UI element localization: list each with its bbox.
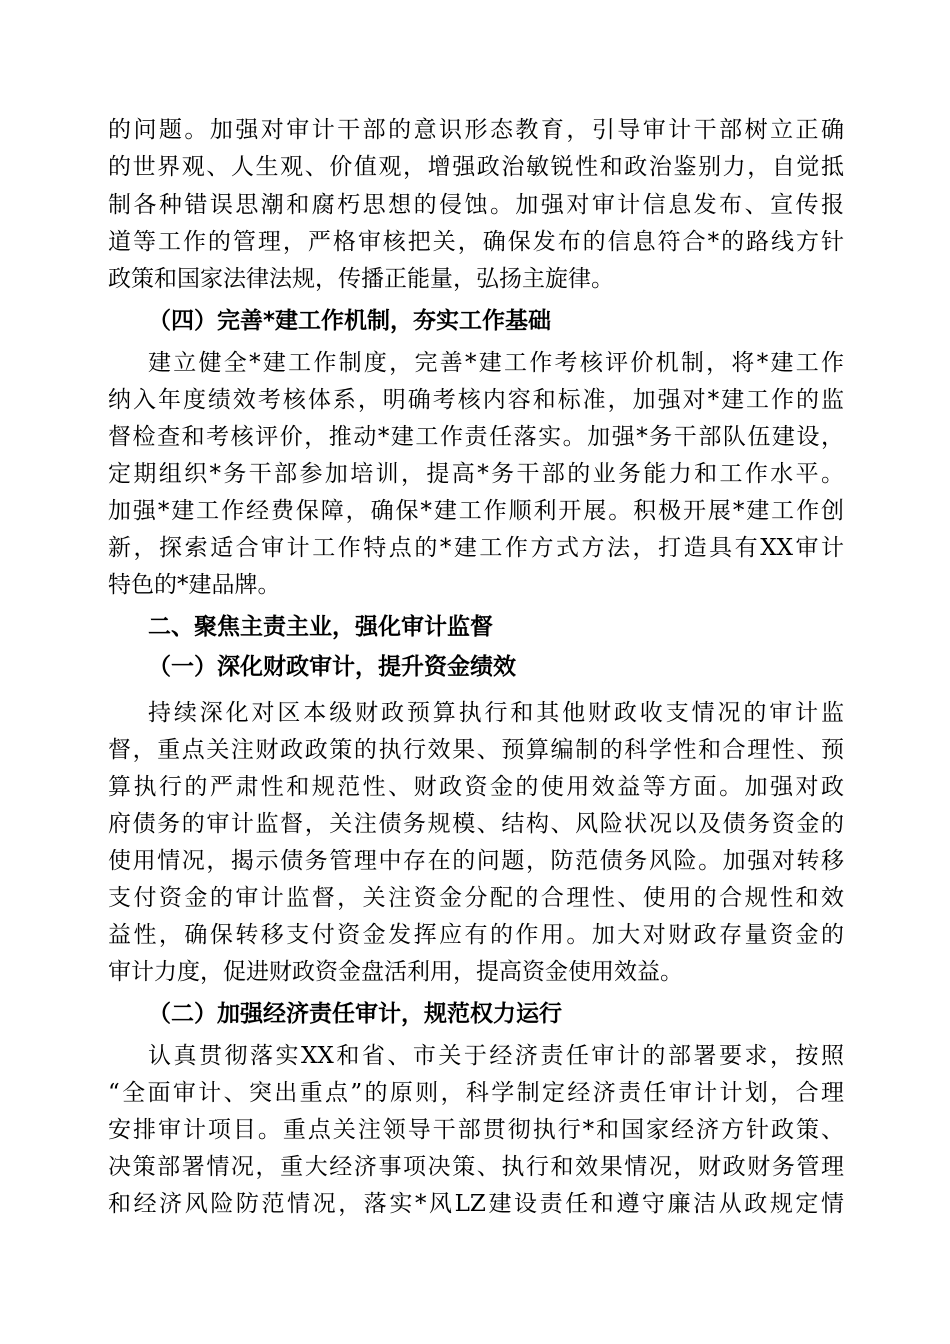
paragraph-line: 算执行的严肃性和规范性、财政资金的使用效益等方面。加强对政 (108, 774, 844, 800)
paragraph-line: 使用情况，揭示债务管理中存在的问题，防范债务风险。加强对转移 (108, 848, 844, 874)
paragraph-line: 加强*建工作经费保障，确保*建工作顺利开展。积极开展*建工作创 (108, 498, 844, 524)
paragraph-line: 新，探索适合审计工作特点的*建工作方式方法，打造具有XX审计 (108, 535, 844, 561)
paragraph-line: 道等工作的管理，严格审核把关，确保发布的信息符合*的路线方针 (108, 229, 844, 255)
paragraph-line: 督检查和考核评价，推动*建工作责任落实。加强*务干部队伍建设， (108, 424, 844, 450)
subsection-heading: （四）完善*建工作机制，夯实工作基础 (148, 308, 552, 334)
paragraph-line: 府债务的审计监督，关注债务规模、结构、风险状况以及债务资金的 (108, 811, 844, 837)
paragraph-line: 纳入年度绩效考核体系，明确考核内容和标准，加强对*建工作的监 (108, 387, 844, 413)
paragraph-line: 益性，确保转移支付资金发挥应有的作用。加大对财政存量资金的 (108, 922, 844, 948)
paragraph-line: 安排审计项目。重点关注领导干部贯彻执行*和国家经济方针政策、 (108, 1117, 844, 1143)
paragraph-line: 支付资金的审计监督，关注资金分配的合理性、使用的合规性和效 (108, 885, 844, 911)
paragraph-line: 督，重点关注财政政策的执行效果、预算编制的科学性和合理性、预 (108, 737, 844, 763)
paragraph-line: 和经济风险防范情况，落实*风LZ建设责任和遵守廉洁从政规定情 (108, 1191, 844, 1217)
subsection-heading: （一）深化财政审计，提升资金绩效 (148, 654, 516, 680)
paragraph-line: 认真贯彻落实XX和省、市关于经济责任审计的部署要求，按照 (148, 1043, 844, 1069)
paragraph-line: 审计力度，促进财政资金盘活利用，提高资金使用效益。 (108, 959, 683, 985)
paragraph-line: 建立健全*建工作制度，完善*建工作考核评价机制，将*建工作 (148, 350, 844, 376)
paragraph-line: 政策和国家法律法规，传播正能量，弘扬主旋律。 (108, 266, 614, 292)
paragraph-line: 的世界观、人生观、价值观，增强政治敏锐性和政治鉴别力，自觉抵 (108, 154, 844, 180)
paragraph-line: 制各种错误思潮和腐朽思想的侵蚀。加强对审计信息发布、宣传报 (108, 192, 844, 218)
paragraph-line: 定期组织*务干部参加培训，提高*务干部的业务能力和工作水平。 (108, 461, 844, 487)
section-heading: 二、聚焦主责主业，强化审计监督 (148, 614, 493, 640)
paragraph-line: “全面审计、突出重点”的原则，科学制定经济责任审计计划，合理 (108, 1080, 844, 1106)
paragraph-line: 特色的*建品牌。 (108, 572, 281, 598)
paragraph-line: 决策部署情况，重大经济事项决策、执行和效果情况，财政财务管理 (108, 1154, 844, 1180)
paragraph-line: 的问题。加强对审计干部的意识形态教育，引导审计干部树立正确 (108, 117, 844, 143)
subsection-heading: （二）加强经济责任审计，规范权力运行 (148, 1001, 562, 1027)
paragraph-line: 持续深化对区本级财政预算执行和其他财政收支情况的审计监 (148, 700, 844, 726)
